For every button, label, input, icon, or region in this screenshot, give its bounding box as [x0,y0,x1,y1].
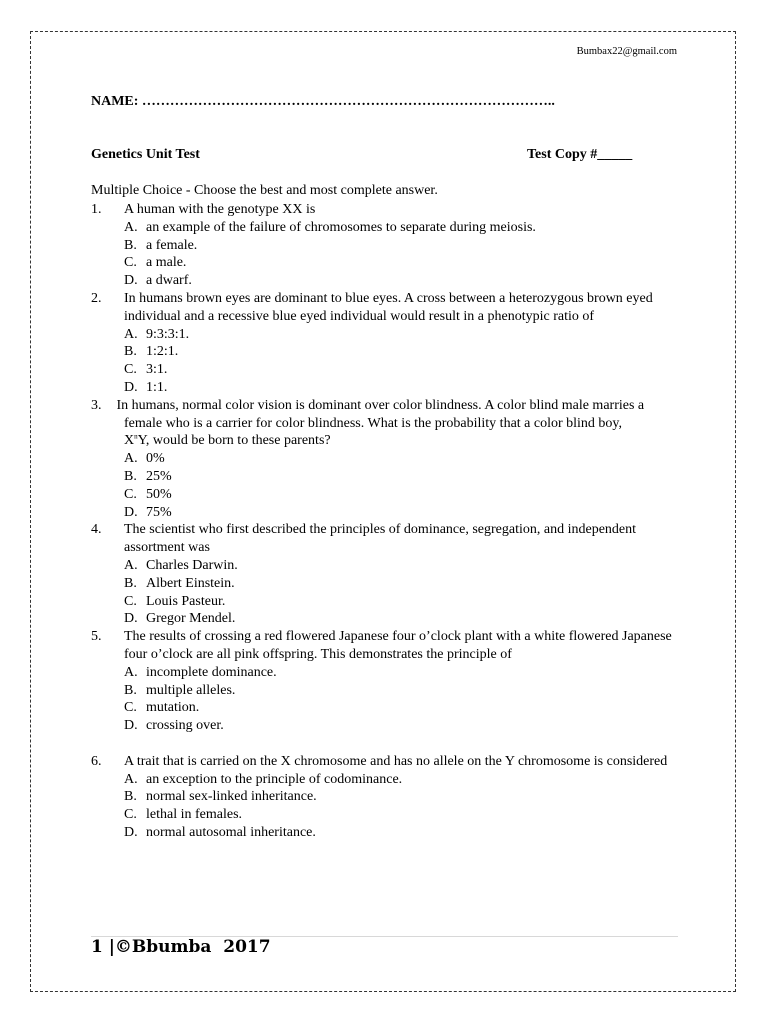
answer-option: B. 1:2:1. [124,344,179,360]
answer-option: D. crossing over. [124,718,224,734]
answer-option: A. an exception to the principle of codominance. [124,771,403,787]
answer-option: A. an example of the failure of chromosomes to separate during meiosis. [124,219,536,235]
question-5 [91,628,681,735]
page-footer: 1 |©Bbumba 2017 [91,937,271,957]
question-4 [91,521,681,628]
test-title: Genetics Unit Test [91,147,200,162]
question-number: 3. [91,397,102,413]
question-stem: A human with the genotype XX is [124,202,316,217]
answer-option: C. lethal in females. [124,807,243,823]
question-number: 4. [91,522,102,538]
answer-option: C. Louis Pasteur. [124,593,226,609]
answer-option: C. a male. [124,255,187,271]
question-1 [91,201,681,290]
answer-option: A. 9:3:3:1. [124,326,190,342]
question-stem: The results of crossing a red flowered Japanese four o’clock plant with a white flowered Japanese four o’clock are all pink offspring. This demonstrates the principle of [124,629,672,662]
question-stem: The scientist who first described the principles of dominance, segregation, and independent assortment was [124,522,637,556]
answer-option: C. mutation. [124,700,200,716]
answer-option: B. 25% [124,468,172,484]
answer-option: B. normal sex-linked inheritance. [124,789,317,805]
answer-option: B. Albert Einstein. [124,575,235,591]
question-stem-genotype: $X^nY$, would be born to these parents? [124,432,331,449]
answer-option: A. 0% [124,451,165,467]
question-list [91,201,681,842]
answer-option: D. normal autosomal inheritance. [124,824,316,840]
question-6 [91,753,681,842]
answer-option: A. incomplete dominance. [124,664,277,680]
question-number: 1. [91,202,102,217]
instructions: Multiple Choice - Choose the best and most complete answer. [91,183,438,198]
question-number: 5. [91,629,102,645]
answer-option: B. a female. [124,237,198,253]
question-2 [91,290,681,397]
answer-option: B. multiple alleles. [124,682,236,698]
question-stem-continued: female who is a carrier for color blindness. What is the probability that a color blind boy, [124,415,623,431]
question-3 [91,397,681,522]
answer-option: A. Charles Darwin. [124,557,238,573]
answer-option: D. a dwarf. [124,273,192,289]
name-field-line: NAME: …………………………………………………………………………….. [91,94,555,109]
answer-option: C. 50% [124,486,172,502]
answer-option: C. 3:1. [124,362,168,378]
test-copy-number: Test Copy #_____ [527,147,633,162]
author-email: Bumbax22@gmail.com [576,46,677,57]
question-number: 2. [91,290,102,306]
question-stem: In humans, normal color vision is dominant over color blindness. A color blind male marries a [116,397,645,413]
answer-option: D. 1:1. [124,379,168,395]
question-number: 6. [91,753,102,769]
question-stem: In humans brown eyes are dominant to blue eyes. A cross between a heterozygous brown eyed individual and a recessive blue eyed individual would result in a phenotypic ratio of [124,290,653,324]
answer-option: D. 75% [124,504,172,520]
answer-option: D. Gregor Mendel. [124,611,236,627]
question-stem: A trait that is carried on the X chromosome and has no allele on the Y chromosome is considered [124,753,668,769]
